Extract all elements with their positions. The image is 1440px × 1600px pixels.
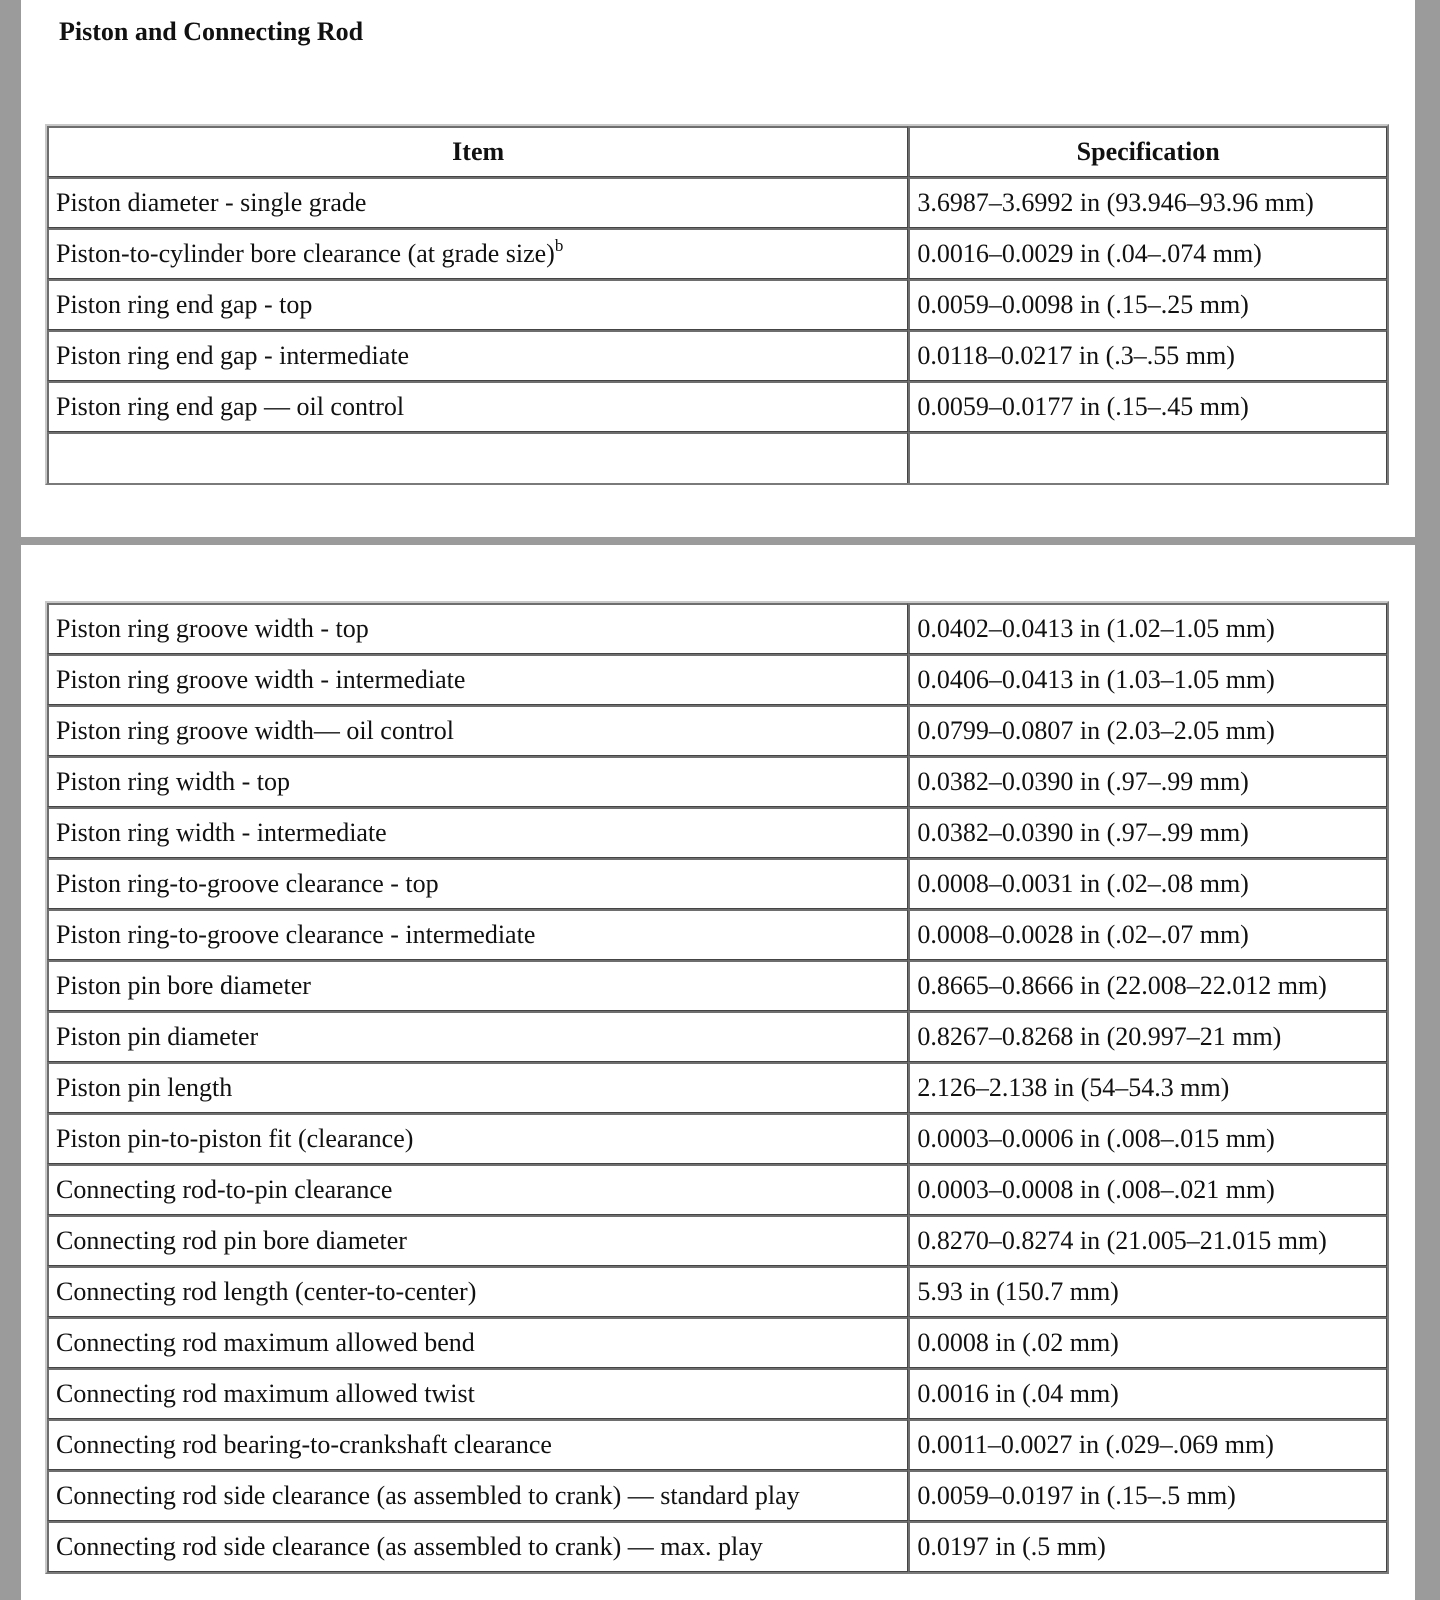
item-cell xyxy=(47,1062,908,1113)
specification-text: 0.0799–0.0807 in (2.03–2.05 mm) xyxy=(917,716,1275,745)
specification-cell xyxy=(908,1062,1387,1113)
item-text: Connecting rod length (center-to-center) xyxy=(56,1277,477,1306)
specification-text: 0.0382–0.0390 in (.97–.99 mm) xyxy=(917,818,1249,847)
table-row-continued xyxy=(47,432,1387,483)
item-text: Piston pin-to-piston fit (clearance) xyxy=(56,1124,414,1153)
item-text: Piston-to-cylinder bore clearance (at grade size) xyxy=(56,239,555,268)
specification-text: 0.0059–0.0098 in (.15–.25 mm) xyxy=(917,290,1249,319)
item-cell xyxy=(47,1164,908,1215)
item-cell xyxy=(47,807,908,858)
item-cell xyxy=(47,1113,908,1164)
specification-cell xyxy=(908,858,1387,909)
table-row xyxy=(47,177,1387,228)
specification-cell xyxy=(908,1521,1387,1572)
specification-cell xyxy=(908,279,1387,330)
item-cell xyxy=(47,1215,908,1266)
table-row xyxy=(47,1419,1387,1470)
specification-text: 0.0008–0.0028 in (.02–.07 mm) xyxy=(917,920,1249,949)
specification-text: 5.93 in (150.7 mm) xyxy=(917,1277,1119,1306)
specification-text: 0.0118–0.0217 in (.3–.55 mm) xyxy=(917,341,1235,370)
specification-cell xyxy=(908,1317,1387,1368)
item-text: Connecting rod side clearance (as assembled to crank) — max. play xyxy=(56,1532,763,1561)
item-text: Connecting rod pin bore diameter xyxy=(56,1226,407,1255)
item-text: Piston diameter - single grade xyxy=(56,188,367,217)
specification-cell xyxy=(908,960,1387,1011)
item-cell xyxy=(47,1317,908,1368)
item-cell xyxy=(47,603,908,654)
specification-text: 0.0016–0.0029 in (.04–.074 mm) xyxy=(917,239,1262,268)
item-cell xyxy=(47,909,908,960)
item-text: Piston ring end gap - top xyxy=(56,290,313,319)
specification-cell xyxy=(908,228,1387,279)
table-row xyxy=(47,330,1387,381)
item-text: Connecting rod maximum allowed bend xyxy=(56,1328,475,1357)
item-cell xyxy=(47,756,908,807)
table-row xyxy=(47,381,1387,432)
specification-text: 0.8665–0.8666 in (22.008–22.012 mm) xyxy=(917,971,1327,1000)
item-text: Connecting rod-to-pin clearance xyxy=(56,1175,393,1204)
specification-text: 0.0382–0.0390 in (.97–.99 mm) xyxy=(917,767,1249,796)
item-cell xyxy=(47,1521,908,1572)
item-text: Piston pin length xyxy=(56,1073,233,1102)
item-text: Piston ring width - top xyxy=(56,767,291,796)
specification-cell xyxy=(908,1215,1387,1266)
item-cell xyxy=(47,330,908,381)
item-text: Piston ring width - intermediate xyxy=(56,818,387,847)
document-page-2 xyxy=(21,545,1415,1600)
item-text: Piston ring groove width - intermediate xyxy=(56,665,466,694)
specification-text: 0.0402–0.0413 in (1.02–1.05 mm) xyxy=(917,614,1275,643)
table-row xyxy=(47,1011,1387,1062)
specification-text: 0.0016 in (.04 mm) xyxy=(917,1379,1119,1408)
specification-cell xyxy=(908,807,1387,858)
specification-text: 0.0008–0.0031 in (.02–.08 mm) xyxy=(917,869,1249,898)
item-text: Connecting rod bearing-to-crankshaft clearance xyxy=(56,1430,552,1459)
spec-table-part-2 xyxy=(45,601,1389,1574)
item-cell xyxy=(47,228,908,279)
specification-cell xyxy=(908,1470,1387,1521)
specification-text: 0.8270–0.8274 in (21.005–21.015 mm) xyxy=(917,1226,1327,1255)
column-header-item: Item xyxy=(47,126,908,177)
specification-cell xyxy=(908,330,1387,381)
table-row xyxy=(47,1317,1387,1368)
table-row xyxy=(47,909,1387,960)
table-row xyxy=(47,1368,1387,1419)
specification-text: 0.0003–0.0006 in (.008–.015 mm) xyxy=(917,1124,1275,1153)
specification-cell xyxy=(908,1011,1387,1062)
table-row xyxy=(47,1215,1387,1266)
table-row xyxy=(47,1113,1387,1164)
table-header-row xyxy=(47,126,1387,177)
specification-cell xyxy=(908,756,1387,807)
specification-cell xyxy=(908,1368,1387,1419)
spec-table-part-1 xyxy=(45,124,1389,485)
table-row xyxy=(47,228,1387,279)
item-text: Piston pin diameter xyxy=(56,1022,259,1051)
item-cell xyxy=(47,858,908,909)
item-cell xyxy=(47,1266,908,1317)
footnote-marker: b xyxy=(554,236,564,255)
document-page-1 xyxy=(21,0,1415,537)
item-text: Piston ring-to-groove clearance - top xyxy=(56,869,439,898)
specification-cell xyxy=(908,1266,1387,1317)
item-text: Piston ring-to-groove clearance - intermediate xyxy=(56,920,536,949)
table-row xyxy=(47,807,1387,858)
specification-text: 0.0197 in (.5 mm) xyxy=(917,1532,1106,1561)
table-row xyxy=(47,1164,1387,1215)
specification-cell xyxy=(908,1113,1387,1164)
specification-text: 0.0059–0.0197 in (.15–.5 mm) xyxy=(917,1481,1236,1510)
table-row xyxy=(47,756,1387,807)
item-text: Piston ring groove width - top xyxy=(56,614,369,643)
table-row xyxy=(47,705,1387,756)
item-text: Piston ring end gap - intermediate xyxy=(56,341,410,370)
item-cell xyxy=(47,177,908,228)
specification-text: 0.0003–0.0008 in (.008–.021 mm) xyxy=(917,1175,1275,1204)
specification-cell xyxy=(908,177,1387,228)
item-cell xyxy=(47,705,908,756)
item-cell xyxy=(47,279,908,330)
table-row xyxy=(47,654,1387,705)
page-title: Piston and Connecting Rod xyxy=(59,17,364,46)
specification-cell xyxy=(908,603,1387,654)
specification-text: 2.126–2.138 in (54–54.3 mm) xyxy=(917,1073,1230,1102)
table-row xyxy=(47,279,1387,330)
item-cell xyxy=(47,381,908,432)
specification-cell xyxy=(908,909,1387,960)
specification-cell xyxy=(908,1164,1387,1215)
specification-text: 0.8267–0.8268 in (20.997–21 mm) xyxy=(917,1022,1282,1051)
item-cell xyxy=(47,1419,908,1470)
item-text: Piston ring end gap — oil control xyxy=(56,392,405,421)
specification-cell xyxy=(908,654,1387,705)
table-row xyxy=(47,1266,1387,1317)
table-body-part-2 xyxy=(47,603,1387,1572)
item-cell xyxy=(47,960,908,1011)
item-text: Connecting rod maximum allowed twist xyxy=(56,1379,475,1408)
column-header-specification: Specification xyxy=(908,126,1387,177)
specification-text: 0.0406–0.0413 in (1.03–1.05 mm) xyxy=(917,665,1275,694)
specification-text: 3.6987–3.6992 in (93.946–93.96 mm) xyxy=(917,188,1314,217)
table-row xyxy=(47,960,1387,1011)
item-text: Connecting rod side clearance (as assembled to crank) — standard play xyxy=(56,1481,800,1510)
table-row xyxy=(47,603,1387,654)
item-cell xyxy=(47,654,908,705)
table-row xyxy=(47,1521,1387,1572)
table-row xyxy=(47,858,1387,909)
specification-cell xyxy=(908,705,1387,756)
item-cell xyxy=(47,1470,908,1521)
specification-cell xyxy=(908,1419,1387,1470)
specification-text: 0.0059–0.0177 in (.15–.45 mm) xyxy=(917,392,1249,421)
table-row xyxy=(47,1062,1387,1113)
specification-cell xyxy=(908,381,1387,432)
specification-text: 0.0011–0.0027 in (.029–.069 mm) xyxy=(917,1430,1274,1459)
specification-text: 0.0008 in (.02 mm) xyxy=(917,1328,1119,1357)
item-text: Piston ring groove width— oil control xyxy=(56,716,454,745)
table-body-part-1 xyxy=(47,177,1387,483)
table-row xyxy=(47,1470,1387,1521)
item-cell xyxy=(47,1011,908,1062)
item-text: Piston pin bore diameter xyxy=(56,971,311,1000)
item-cell xyxy=(47,1368,908,1419)
